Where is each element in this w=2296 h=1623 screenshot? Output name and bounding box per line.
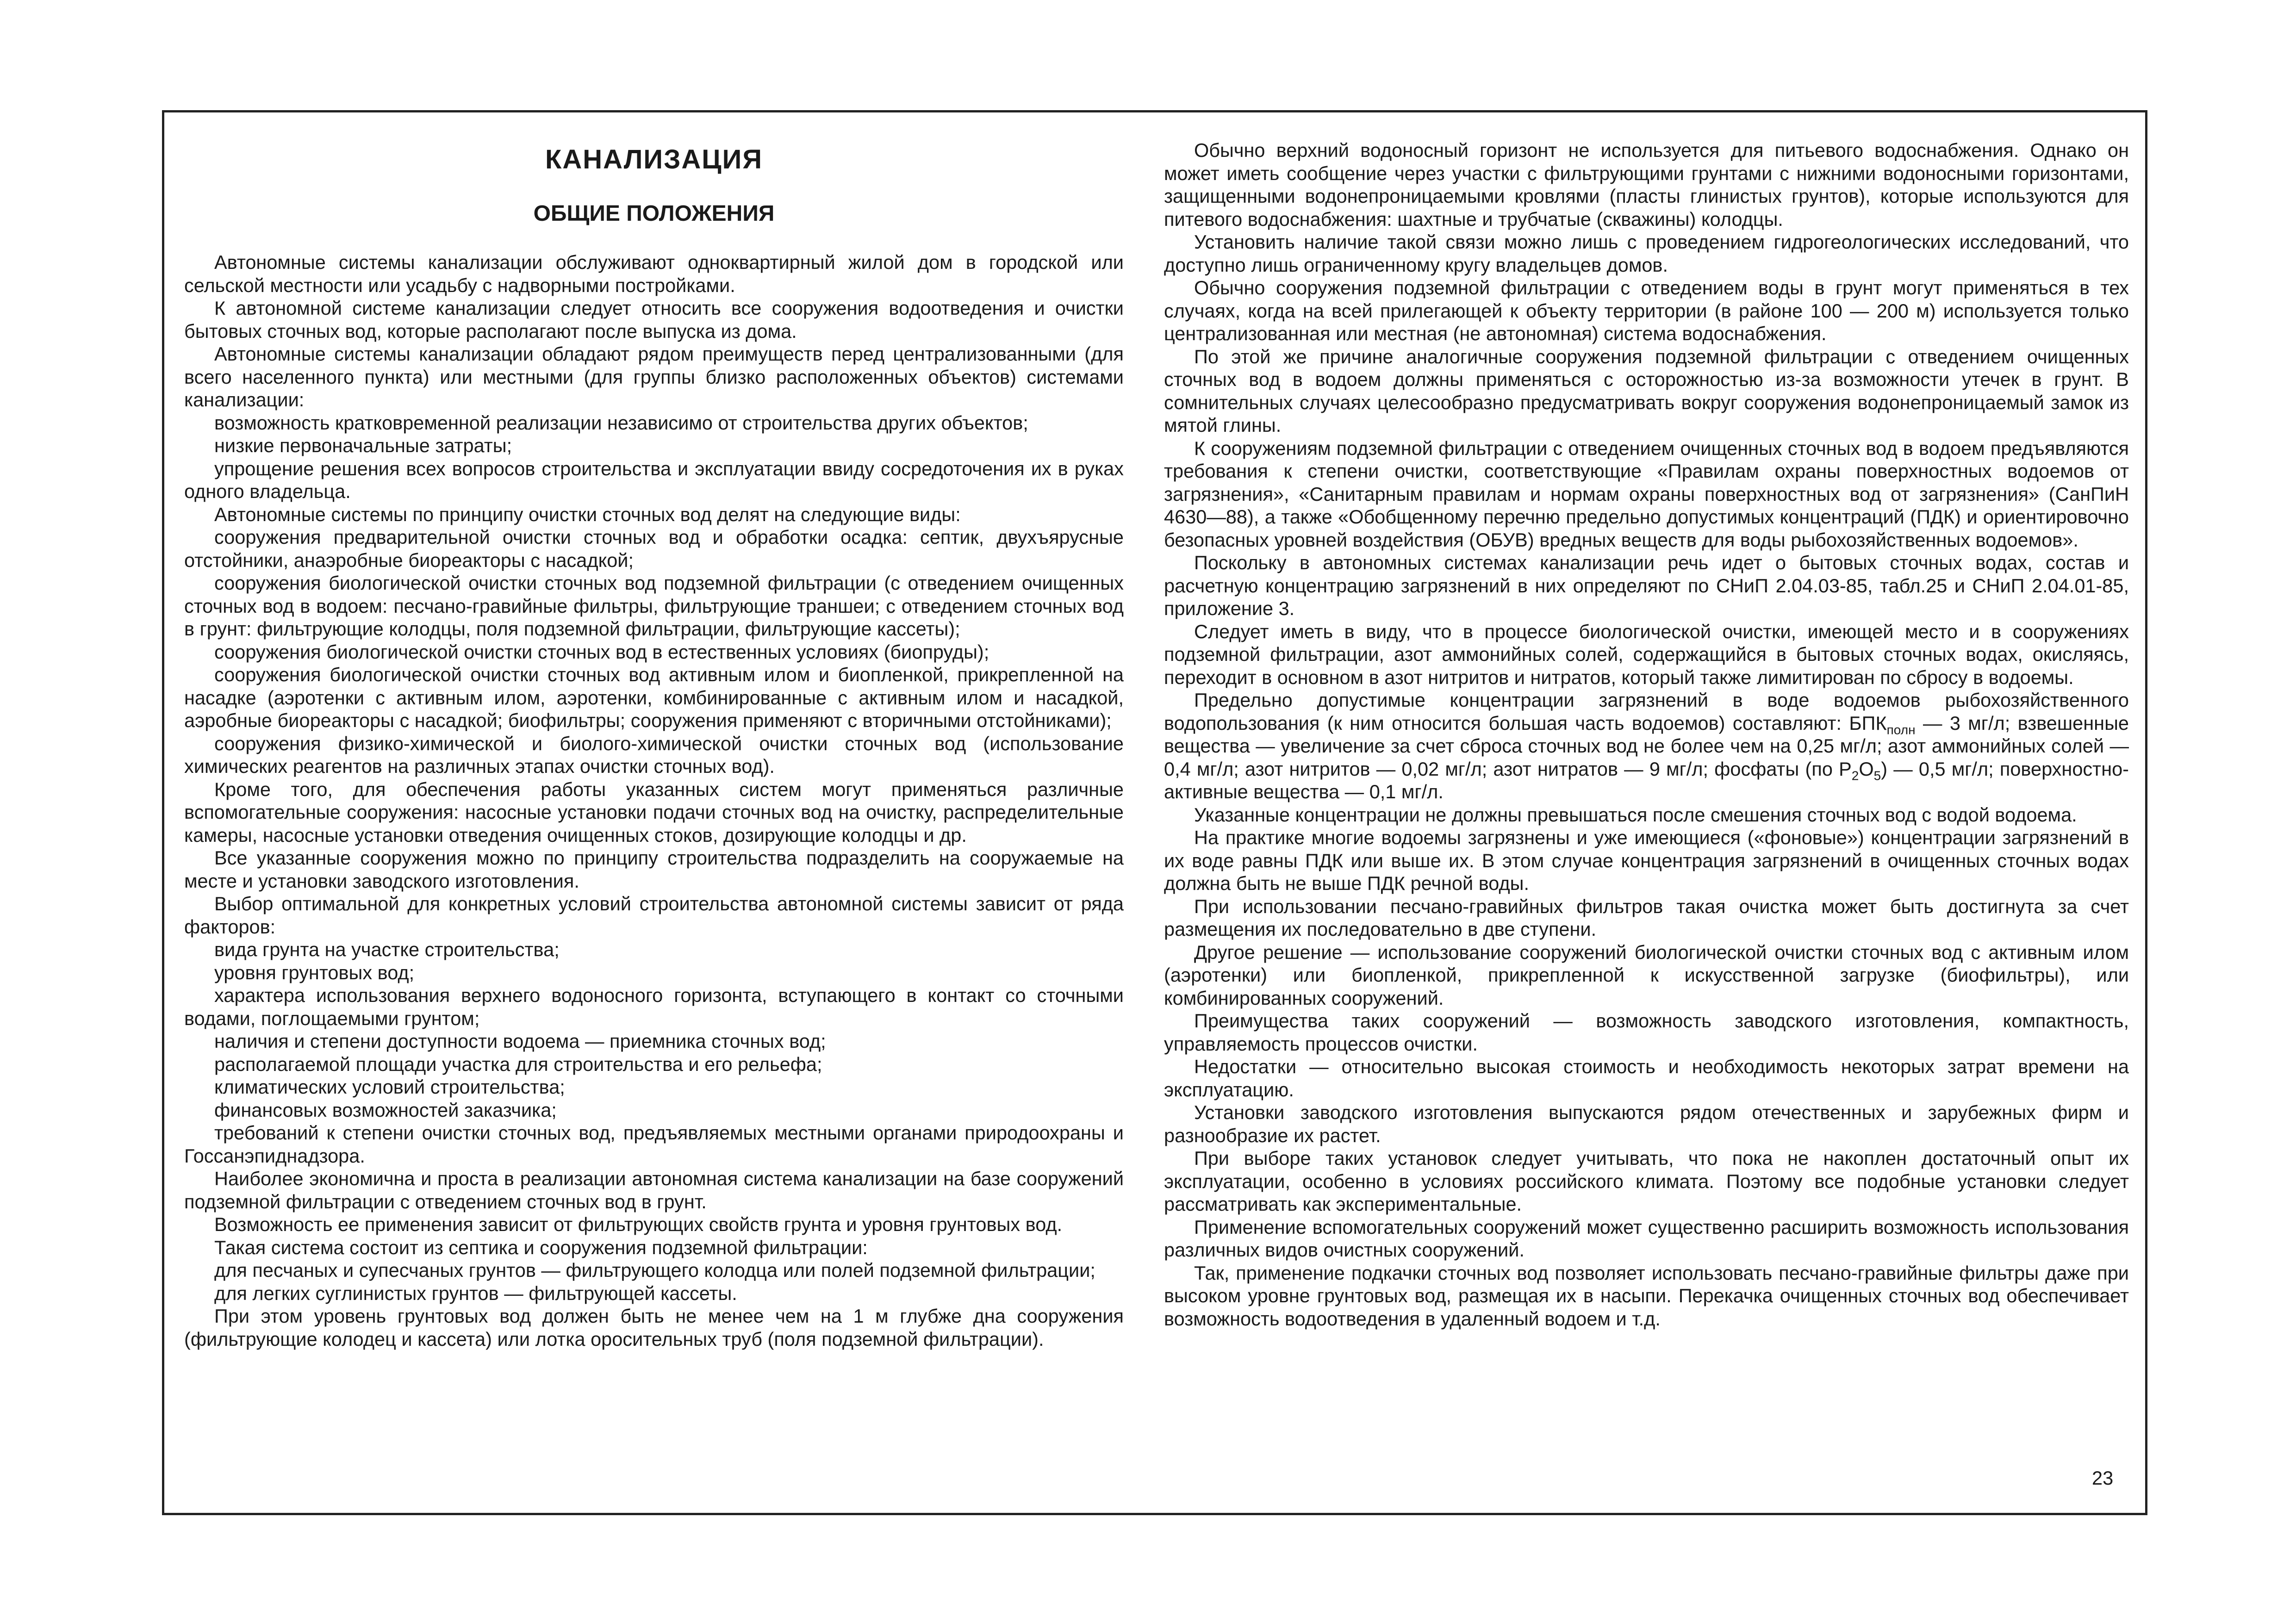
paragraph: Поскольку в автономных системах канализации речь идет о бытовых сточных водах, состав и расчетную концентрацию загрязнений в них определяют по СНиП 2.04.03-85, табл.25 и СНиП 2.04.01-85, приложение 3. [1164, 552, 2129, 619]
paragraph: Указанные концентрации не должны превышаться после смешения сточных вод с водой водоема. [1194, 803, 2077, 826]
left-column [184, 139, 1124, 1350]
page-number: 23 [2092, 1467, 2114, 1489]
paragraph: наличия и степени доступности водоема — приемника сточных вод; [214, 1030, 826, 1052]
paragraph: упрощение решения всех вопросов строительства и эксплуатации ввиду сосредоточения их в руках одного владельца. [184, 457, 1124, 502]
paragraph: требований к степени очистки сточных вод, предъявляемых местными органами природоохраны и Госсанэпиднадзора. [184, 1122, 1124, 1167]
paragraph: Автономные системы по принципу очистки сточных вод делят на следующие виды: [214, 503, 961, 525]
paragraph: Так, применение подкачки сточных вод позволяет использовать песчано-гравийные фильтры даже при высоком уровне грунтовых вод, размещая их в насыпи. Перекачка очищенных сточных вод обеспечивает возможность водоотведения в удаленный водоем и т.д. [1164, 1262, 2129, 1330]
paragraph: Преимущества таких сооружений — возможность заводского изготовления, компактность, управляемость процессов очистки. [1164, 1010, 2129, 1055]
left-column-body [184, 251, 1124, 1350]
paragraph: Автономные системы канализации обслуживают одноквартирный жилой дом в городской или сельской местности или усадьбу с надворными постройками. [184, 251, 1124, 296]
right-column [1164, 139, 2129, 1330]
paragraph: Следует иметь в виду, что в процессе биологической очистки, имеющей место и в сооружениях подземной фильтрации, азот аммонийных солей, содержащийся в бытовых сточных водах, окисляясь, переходит в основном в азот нитритов и нитратов, который также лимитирован по сбросу в водоемы. [1164, 620, 2129, 688]
pdk-paragraph [1164, 689, 2129, 803]
paragraph: Возможность ее применения зависит от фильтрующих свойств грунта и уровня грунтовых вод. [214, 1213, 1063, 1235]
paragraph: вида грунта на участке строительства; [214, 939, 560, 960]
paragraph: При этом уровень грунтовых вод должен быть не менее чем на 1 м глубже дна сооружения (фильтрующие колодец и кассета) или лотка оросительных труб (поля подземной фильтрации). [184, 1305, 1124, 1350]
paragraph: финансовых возможностей заказчика; [214, 1099, 557, 1121]
paragraph: располагаемой площади участка для строительства и его рельефа; [214, 1053, 822, 1075]
paragraph: сооружения предварительной очистки сточных вод и обработки осадка: септик, двухъярусные отстойники, анаэробные биореакторы с насадкой; [184, 526, 1124, 571]
paragraph: Применение вспомогательных сооружений может существенно расширить возможность использования различных видов очистных сооружений. [1164, 1216, 2129, 1261]
paragraph: Кроме того, для обеспечения работы указанных систем могут применяться различные вспомогательные сооружения: насосные установки подачи сточных вод на очистку, распределительные камеры, насосные установки отведения очищенных стоков, дозирующие колодцы и др. [184, 778, 1124, 846]
pdk-text-part: Предельно допустимые концентрации загрязнений в воде водоемов рыбохозяйственного водопользования (к ним относится большая часть водоемов) составляют: БПК [1164, 689, 2129, 734]
paragraph: Недостатки — относительно высокая стоимость и необходимость некоторых затрат времени на эксплуатацию. [1164, 1056, 2129, 1101]
paragraph: Все указанные сооружения можно по принципу строительства подразделить на сооружаемые на месте и установки заводского изготовления. [184, 847, 1124, 892]
section-subtitle: ОБЩИЕ ПОЛОЖЕНИЯ [533, 201, 775, 226]
paragraph: При использовании песчано-гравийных фильтров такая очистка может быть достигнута за счет размещения их последовательно в две ступени. [1164, 895, 2129, 940]
paragraph: сооружения физико-химической и биолого-химической очистки сточных вод (использование химических реагентов на различных этапах очистки сточных вод). [184, 732, 1124, 777]
right-column-body [1164, 139, 2129, 1330]
pdk-text-part: полн [1886, 722, 1916, 737]
paragraph: климатических условий строительства; [214, 1076, 565, 1098]
pdk-text-part: — 3 мг/л; взвешенные вещества — увеличение за счет сброса сточных вод не более чем на 0,25 мг/л; азот аммонийных солей — 0,4 мг/л; азот нитритов — 0,02 мг/л; азот нитратов — 9 мг/л; фосфаты (по P [1164, 712, 2129, 780]
paragraph: уровня грунтовых вод; [214, 961, 415, 983]
paragraph: К автономной системе канализации следует относить все сооружения водоотведения и очистки бытовых сточных вод, которые располагают после выпуска из дома. [184, 297, 1124, 342]
paragraph: Наиболее экономична и проста в реализации автономная система канализации на базе сооружений подземной фильтрации с отведением сточных вод в грунт. [184, 1168, 1124, 1213]
paragraph: По этой же причине аналогичные сооружения подземной фильтрации с отведением очищенных сточных вод в водоем должны применяться с осторожностью из-за возможности утечек в грунт. В сомнительных случаях целесообразно предусматривать вокруг сооружения водонепроницаемый замок из мятой глины. [1164, 345, 2129, 436]
paragraph: возможность кратковременной реализации независимо от строительства других объектов; [214, 411, 1028, 434]
paragraph: На практике многие водоемы загрязнены и уже имеющиеся («фоновые») концентрации загрязнений в их воде равны ПДК или выше их. В этом случае концентрация загрязнений в очищенных сточных водах должна быть не выше ПДК речной воды. [1164, 827, 2129, 894]
paragraph: Другое решение — использование сооружений биологической очистки сточных вод с активным илом (аэротенки) или биопленкой, прикрепленной к искусственной загрузке (биофильтры), или комбинированных сооружений. [1164, 941, 2129, 1009]
paragraph: Обычно сооружения подземной фильтрации с отведением воды в грунт могут применяться в тех случаях, когда на всей прилегающей к объекту территории (в районе 100 — 200 м) используется только централизованная или местная (не автономная) система водоснабжения. [1164, 277, 2129, 344]
paragraph: Автономные системы канализации обладают рядом преимуществ перед централизованными (для всего населенного пункта) или местными (для группы близко расположенных объектов) системами канализации: [184, 343, 1124, 410]
pdk-text-part: 2 [1851, 768, 1859, 783]
paragraph: сооружения биологической очистки сточных вод активным илом и биопленкой, прикрепленной на насадке (аэротенки с активным илом, аэротенки, комбинированные с активным илом и насадкой, аэробные биореакторы с насадкой; биофильтры; сооружения применяют с вторичными отстойниками); [184, 664, 1124, 731]
pdk-text-part: 5 [1873, 768, 1881, 783]
paragraph: Установить наличие такой связи можно лишь с проведением гидрогеологических исследований, что доступно лишь ограниченному кругу владельцев домов. [1164, 231, 2129, 276]
paragraph: для песчаных и супесчаных грунтов — фильтрующего колодца или полей подземной фильтрации; [214, 1259, 1095, 1281]
paragraph: для легких суглинистых грунтов — фильтрующей кассеты. [214, 1282, 737, 1304]
paragraph: При выборе таких установок следует учитывать, что пока не накоплен достаточный опыт их эксплуатации, особенно в условиях российского климата. Поэтому все подобные установки следует рассматривать как экспериментальные. [1164, 1147, 2129, 1215]
paragraph: Обычно верхний водоносный горизонт не используется для питьевого водоснабжения. Однако он может иметь сообщение через участки с фильтрующими грунтами с нижними водоносными горизонтами, защищенными водонепроницаемыми кровлями (пласты глинистых грунтов), которые используются для питевого водоснабжения: шахтные и трубчатые (скважины) колодцы. [1164, 139, 2129, 230]
document-title: КАНАЛИЗАЦИЯ [545, 144, 763, 174]
paragraph: К сооружениям подземной фильтрации с отведением очищенных сточных вод в водоем предъявляются требования к степени очистки, соответствующие «Правилам охраны поверхностных водоемов от загрязнения», «Санитарным правилам и нормам охраны поверхностных вод от загрязнения» (СанПиН 4630—88), а также «Обобщенному перечню предельно допустимых концентраций (ПДК) и ориентировочно безопасных уровней воздействия (ОБУВ) вредных веществ для воды рыбохозяйственных водоемов». [1164, 437, 2129, 551]
pdk-text-part: ) — 0,5 мг/л; поверхностно-активные вещества — 0,1 мг/л. [1164, 758, 2129, 802]
paragraph: Такая система состоит из септика и сооружения подземной фильтрации: [214, 1236, 868, 1258]
paragraph: низкие первоначальные затраты; [214, 435, 512, 456]
paragraph: сооружения биологической очистки сточных вод в естественных условиях (биопруды); [214, 640, 989, 663]
paragraph: Выбор оптимальной для конкретных условий строительства автономной системы зависит от ряда факторов: [184, 893, 1124, 938]
paragraph: сооружения биологической очистки сточных вод подземной фильтрации (с отведением очищенных сточных вод в водоем: песчано-гравийные фильтры, фильтрующие траншеи; с отведением сточных вод в грунт: фильтрующие колодцы, поля подземной фильтрации, фильтрующие кассеты); [184, 572, 1124, 640]
pdk-text-part: O [1859, 758, 1874, 780]
paragraph: Установки заводского изготовления выпускаются рядом отечественных и зарубежных фирм и разнообразие их растет. [1164, 1101, 2129, 1146]
paragraph: характера использования верхнего водоносного горизонта, вступающего в контакт со сточными водами, поглощаемыми грунтом; [184, 984, 1124, 1029]
